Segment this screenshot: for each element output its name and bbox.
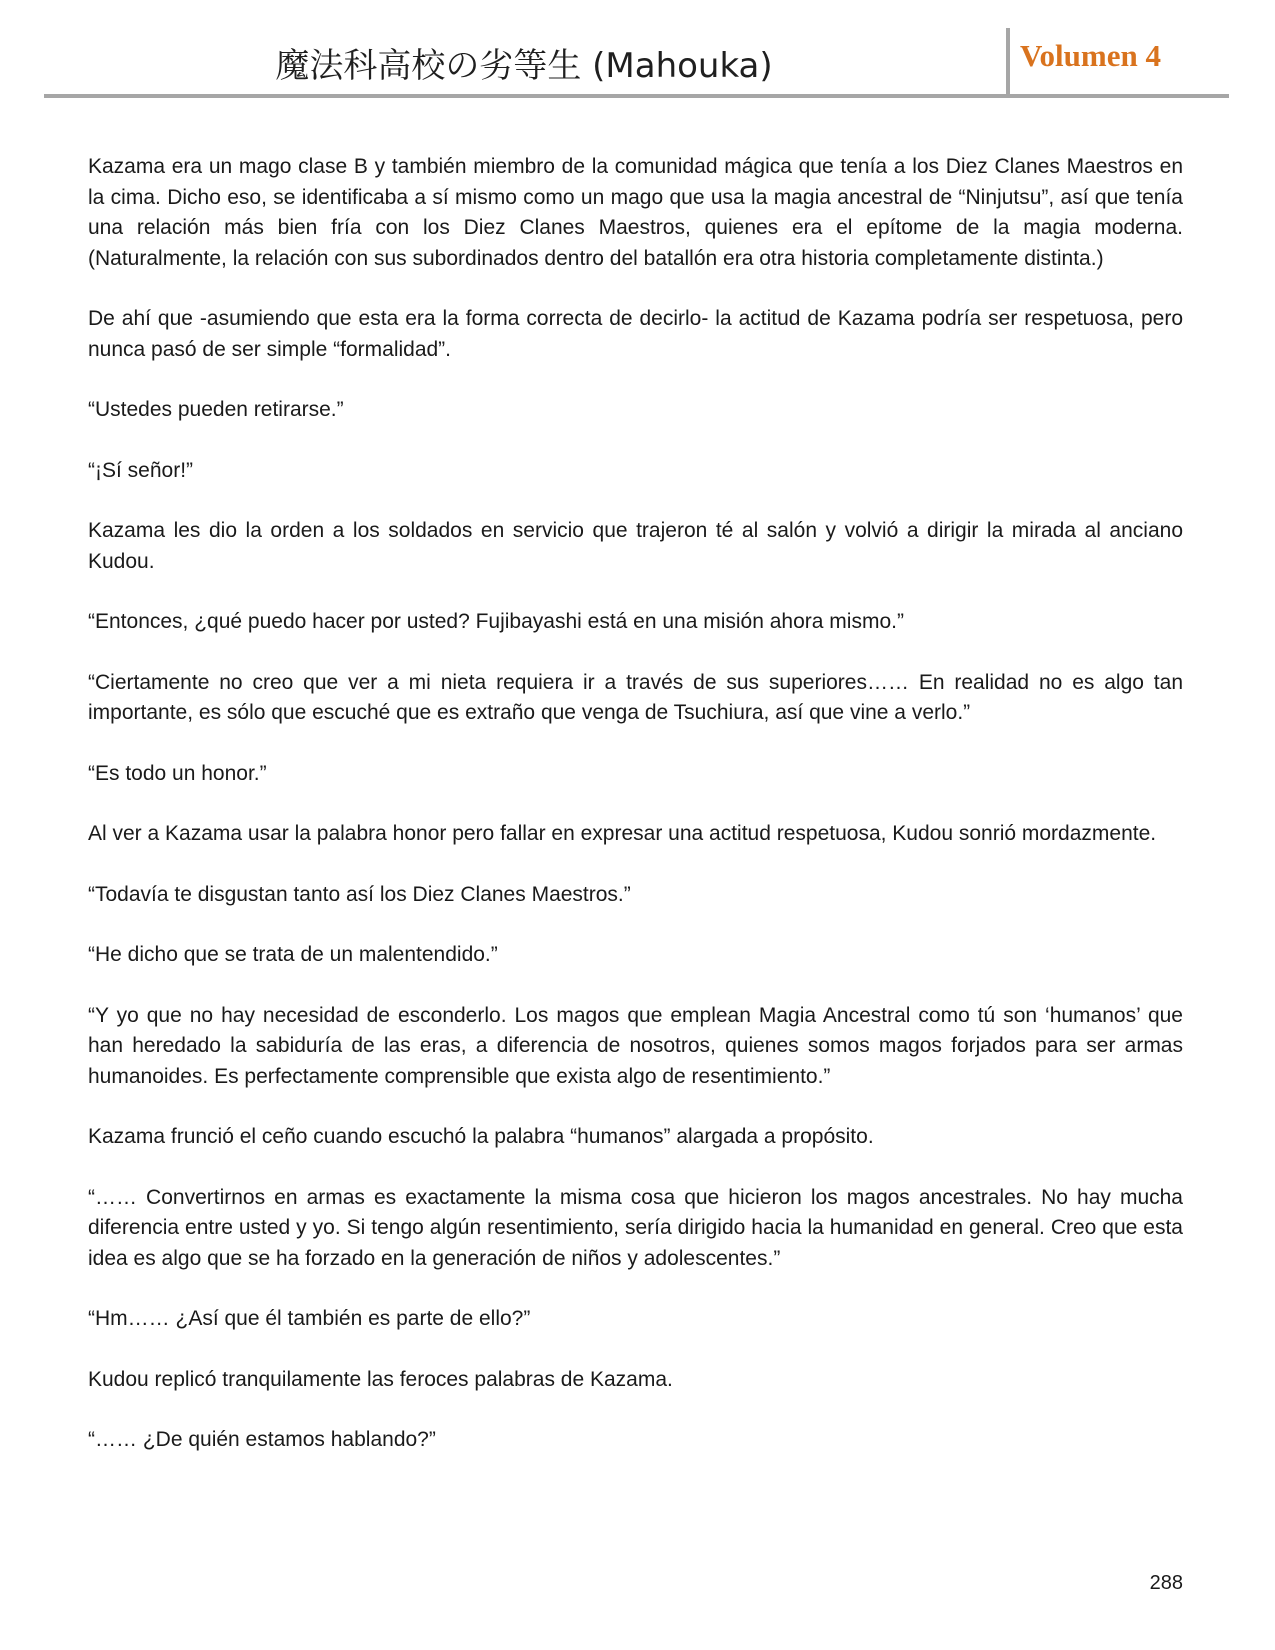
paragraph: De ahí que -asumiendo que esta era la forma correcta de decirlo- la actitud de Kazama podría ser respetuosa, pero nunca pasó de ser simple “formalidad”. bbox=[88, 307, 1183, 361]
paragraph: Kazama frunció el ceño cuando escuchó la palabra “humanos” alargada a propósito. bbox=[88, 1125, 874, 1148]
header-divider bbox=[1006, 28, 1010, 94]
paragraph: “…… Convertirnos en armas es exactamente la misma cosa que hicieron los magos ancestrales. No hay mucha diferencia entre usted y yo. Si tengo algún resentimiento, sería dirigido hacia la humanidad en general. Creo que esta idea es algo que se ha forzado en la generación de niños y adolescentes.” bbox=[88, 1185, 1183, 1270]
book-title: 魔法科高校の劣等生 (Mahouka) bbox=[275, 46, 773, 86]
page-number: 288 bbox=[1149, 1572, 1183, 1594]
paragraph: “Hm…… ¿Así que él también es parte de ello?” bbox=[88, 1307, 531, 1330]
volume-label: Volumen 4 bbox=[1020, 38, 1161, 73]
paragraph: Kazama era un mago clase B y también miembro de la comunidad mágica que tenía a los Diez Clanes Maestros en la cima. Dicho eso, se identificaba a sí mismo como un mago que usa la magia ancestral de “Ninjutsu”, así que tenía una relación más bien fría con los Diez Clanes Maestros, quienes era el epítome de la magia moderna. (Naturalmente, la relación con sus subordinados dentro del batallón era otra historia completamente distinta.) bbox=[88, 155, 1183, 270]
paragraph: “Entonces, ¿qué puedo hacer por usted? Fujibayashi está en una misión ahora mismo.” bbox=[88, 610, 904, 633]
paragraph: “Es todo un honor.” bbox=[88, 761, 267, 785]
paragraph: “¡Sí señor!” bbox=[88, 458, 194, 482]
page-header bbox=[44, 28, 1229, 98]
paragraph: “He dicho que se trata de un malentendido.” bbox=[88, 943, 498, 966]
paragraph: “Todavía te disgustan tanto así los Diez Clanes Maestros.” bbox=[88, 882, 631, 906]
paragraph: “…… ¿De quién estamos hablando?” bbox=[88, 1428, 436, 1451]
paragraph: Kudou replicó tranquilamente las feroces palabras de Kazama. bbox=[88, 1367, 673, 1391]
paragraph: “Y yo que no hay necesidad de esconderlo. Los magos que emplean Magia Ancestral como tú son ‘humanos’ que han heredado la sabiduría de las eras, a diferencia de nosotros, quienes somos magos forjados para ser armas humanoides. Es perfectamente comprensible que exista algo de resentimiento.” bbox=[88, 1003, 1183, 1088]
paragraph: Al ver a Kazama usar la palabra honor pero fallar en expresar una actitud respetuosa, Kudou sonrió mordazmente. bbox=[88, 822, 1157, 845]
paragraph: “Ustedes pueden retirarse.” bbox=[88, 398, 344, 421]
page-body bbox=[88, 152, 1183, 1486]
paragraph: “Ciertamente no creo que ver a mi nieta requiera ir a través de sus superiores…… En realidad no es algo tan importante, es sólo que escuché que es extraño que venga de Tsuchiura, así que vine a verlo.” bbox=[88, 670, 1183, 724]
paragraph: Kazama les dio la orden a los soldados en servicio que trajeron té al salón y volvió a dirigir la mirada al anciano Kudou. bbox=[88, 519, 1183, 573]
